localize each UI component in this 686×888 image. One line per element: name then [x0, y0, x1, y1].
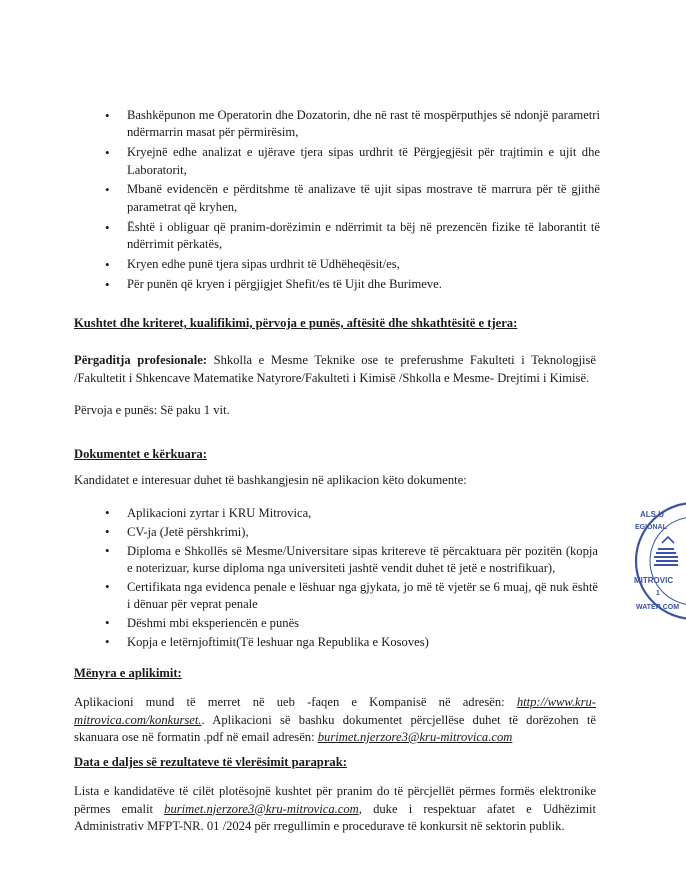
- results-text-2: duke i respektuar afatet e Udhëzimit Administrativ MFPT-NR. 01 /2024 për rregullimin e procedurave të konkursit në sektorin publik.: [74, 801, 597, 833]
- list-item: • Kryejnë edhe analizat e ujërave tjera sipas urdhrit të Përgjegjësit për trajtimin e ujit dhe Laboratorit,: [105, 144, 600, 179]
- list-item: • Për punën që kryen i përgjigjet Shefit/es të Ujit dhe Burimeve.: [105, 276, 600, 293]
- application-paragraph: [74, 694, 596, 747]
- stamp-graphic: [632, 495, 686, 625]
- list-item: • Diploma e Shkollës së Mesme/Universitare sipas kritereve të përcaktuara për pozitën (kopja e noterizuar, kurse diploma nga universiteti jashtë vendit duhet të jetë e nostrifikuar),: [105, 543, 598, 577]
- list-item: • Kryen edhe punë tjera sipas urdhrit të Udhëheqësit/es,: [105, 256, 600, 273]
- documents-list: [105, 505, 598, 653]
- list-item: • Kopja e letërnjoftimit(Të leshuar nga Republika e Kosoves): [105, 634, 598, 651]
- education-paragraph: [74, 352, 596, 387]
- duties-list: [105, 107, 600, 295]
- education-label: Përgaditja profesionale:: [74, 353, 207, 367]
- documents-intro: Kandidatet e interesuar duhet të bashkangjesin në aplikacion këto dokumente:: [74, 473, 467, 487]
- application-text-1: Aplikacioni mund të merret në ueb -faqen e Kompanisë në adresën:: [74, 695, 517, 709]
- experience-text: Përvoja e punës: Së paku 1 vit.: [74, 403, 230, 417]
- results-paragraph: [74, 783, 596, 836]
- results-text-1: Lista e kandidatëve të cilët plotësojnë kushtet për pranim do të përcjellët përmes formës elektronike përmes emalit: [74, 784, 596, 816]
- list-item: • Certifikata nga evidenca penale e lëshuar nga gjykata, jo më të vjetër se 6 muaj, që nuk është i dënuar për veprat penale: [105, 579, 598, 613]
- list-item: • Aplikacioni zyrtar i KRU Mitrovica,: [105, 505, 598, 522]
- stamp-text-num: 1: [656, 590, 660, 597]
- stamp-text-top: ALS U: [640, 510, 664, 519]
- website-link[interactable]: http://www.kru-mitrovica.com/konkurset.: [74, 695, 596, 727]
- criteria-heading: Kushtet dhe kriteret, kualifikimi, përvoja e punës, aftësitë dhe shkathtësitë e tjera:: [74, 316, 518, 330]
- results-email-link[interactable]: burimet.njerzore3@kru-mitrovica.com,: [164, 801, 362, 816]
- list-item: • Është i obliguar që pranim-dorëzimin e ndërrimit ta bëj në prezencën fizike të laborantit të ndërrimit përkatës,: [105, 219, 600, 254]
- stamp-text-mid: EGIONAL: [635, 524, 667, 531]
- list-item: • Bashkëpunon me Operatorin dhe Dozatorin, dhe në rast të mospërputhjes së ndonjë parametri ndërmarrin masat për përmirësim,: [105, 107, 600, 142]
- list-item: • Dëshmi mbi eksperiencën e punës: [105, 615, 598, 632]
- stamp-text-bottom: WATER COM: [636, 604, 680, 611]
- stamp-text-name: MITROVIC: [634, 576, 674, 585]
- company-stamp: [632, 495, 686, 625]
- application-text-2: . Aplikacioni së bashku dokumentet përcjellëse duhet të dorëzohen të skanuara ose në formatin .pdf në email adresën:: [74, 712, 596, 744]
- results-heading: Data e daljes së rezultateve të vlerësimit paraprak:: [74, 755, 347, 769]
- list-item: • Mbanë evidencën e përditshme të analizave të ujit sipas mostrave të marrura për të gjithë parametrat që kryhen,: [105, 181, 600, 216]
- documents-heading: Dokumentet e kërkuara:: [74, 447, 207, 461]
- list-item: • CV-ja (Jetë përshkrimi),: [105, 524, 598, 541]
- education-text: Shkolla e Mesme Teknike ose te preferushme Fakulteti i Teknologjisë /Fakultetit i Shkencave Matematike Natyrore/Fakulteti i Kimisë /Shkolla e Mesme- Drejtimi i Kimisë.: [74, 353, 596, 385]
- application-email-link[interactable]: burimet.njerzore3@kru-mitrovica.com: [317, 730, 513, 744]
- application-heading: Mënyra e aplikimit:: [74, 666, 182, 680]
